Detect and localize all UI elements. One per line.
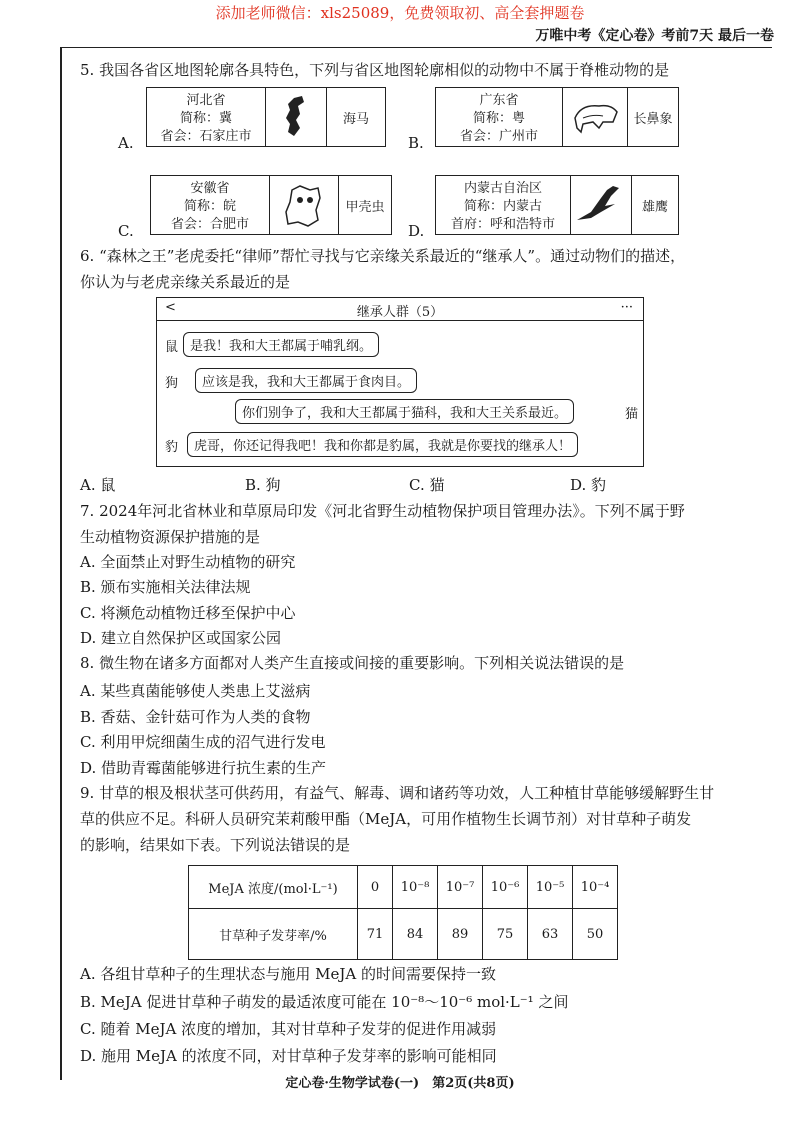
table-cell: 71 bbox=[358, 909, 393, 960]
q5-option-c-letter: C. bbox=[118, 222, 134, 240]
table-cell: 84 bbox=[393, 909, 438, 960]
margin-rule bbox=[60, 48, 62, 1080]
chat-bubble: 应该是我，我和大王都属于食肉目。 bbox=[195, 368, 417, 393]
q5-card-c bbox=[150, 175, 392, 235]
province-name: 安徽省 bbox=[190, 181, 230, 196]
back-icon[interactable]: < bbox=[165, 300, 176, 315]
q8-option-a: A. 某些真菌能够使人类患上艾滋病 bbox=[80, 682, 311, 700]
chat-header bbox=[157, 298, 643, 321]
speaker-leopard: 豹 bbox=[165, 440, 179, 455]
watermark: 添加老师微信：xls25089，免费领取初、高全套押题卷 bbox=[215, 4, 585, 22]
q9-stem-line1: 9. 甘草的根及根状茎可供药用，有益气、解毒、调和诸药等功效，人工种植甘草能够缓解野生甘 bbox=[80, 784, 715, 802]
province-name: 内蒙古自治区 bbox=[463, 181, 542, 196]
table-cell: 75 bbox=[483, 909, 528, 960]
animal-name: 长鼻象 bbox=[633, 111, 673, 127]
q5-card-d bbox=[435, 175, 679, 235]
q7-option-d: D. 建立自然保护区或国家公园 bbox=[80, 629, 282, 647]
q7-stem-line2: 生动植物资源保护措施的是 bbox=[80, 528, 261, 546]
q6-option-c: C. 猫 bbox=[409, 476, 445, 494]
province-abbr: 简称：粤 bbox=[472, 111, 525, 126]
speaker-mouse: 鼠 bbox=[165, 340, 179, 355]
meja-table bbox=[188, 865, 618, 960]
beetle-map-icon bbox=[270, 176, 339, 234]
province-capital: 首府：呼和浩特市 bbox=[450, 217, 555, 232]
table-row bbox=[189, 909, 618, 960]
q8-option-d: D. 借助青霉菌能够进行抗生素的生产 bbox=[80, 759, 327, 777]
q5-card-a bbox=[146, 87, 386, 147]
seahorse-map-icon bbox=[266, 88, 327, 146]
table-header-cell: 甘草种子发芽率/% bbox=[189, 909, 358, 960]
province-abbr: 简称：冀 bbox=[179, 111, 232, 126]
speaker-dog: 狗 bbox=[165, 376, 179, 391]
province-name: 广东省 bbox=[479, 93, 519, 108]
q5-stem: 5. 我国各省区地图轮廓各具特色，下列与省区地图轮廓相似的动物中不属于脊椎动物的是 bbox=[80, 61, 670, 79]
header-rule bbox=[60, 47, 772, 48]
q6-option-a: A. 鼠 bbox=[80, 476, 116, 494]
province-capital: 省会：广州市 bbox=[459, 129, 538, 144]
table-cell: 10⁻⁴ bbox=[573, 866, 618, 909]
q5-option-b-letter: B. bbox=[408, 134, 424, 152]
q7-option-b: B. 颁布实施相关法律法规 bbox=[80, 578, 251, 596]
chat-window bbox=[156, 297, 644, 467]
province-abbr: 简称：内蒙古 bbox=[463, 199, 542, 214]
q9-option-a: A. 各组甘草种子的生理状态与施用 MeJA 的时间需要保持一致 bbox=[80, 965, 496, 983]
table-cell: 63 bbox=[528, 909, 573, 960]
table-cell: 89 bbox=[438, 909, 483, 960]
q7-stem-line1: 7. 2024年河北省林业和草原局印发《河北省野生动植物保护项目管理办法》。下列不属于野 bbox=[80, 502, 685, 520]
q9-option-c: C. 随着 MeJA 浓度的增加，其对甘草种子发芽的促进作用减弱 bbox=[80, 1020, 497, 1038]
q9-stem-line2: 草的供应不足。科研人员研究茉莉酸甲酯（MeJA，可用作植物生长调节剂）对甘草种子萌发 bbox=[80, 810, 692, 828]
q9-stem-line3: 的影响，结果如下表。下列说法错误的是 bbox=[80, 836, 351, 854]
eagle-map-icon bbox=[571, 176, 632, 234]
table-cell: 10⁻⁷ bbox=[438, 866, 483, 909]
table-header-cell: MeJA 浓度/(mol·L⁻¹) bbox=[189, 866, 358, 909]
province-capital: 省会：合肥市 bbox=[170, 217, 249, 232]
chat-title: 继承人群（5） bbox=[356, 305, 444, 320]
q6-stem-line2: 你认为与老虎亲缘关系最近的是 bbox=[80, 273, 291, 291]
q9-option-b: B. MeJA 促进甘草种子萌发的最适浓度可能在 10⁻⁸～10⁻⁶ mol·L⁻¹ 之间 bbox=[80, 993, 569, 1011]
q5-option-d-letter: D. bbox=[408, 222, 425, 240]
animal-name: 海马 bbox=[342, 111, 369, 127]
page-header: 万唯中考《定心卷》考前7天 最后一卷 bbox=[535, 28, 774, 44]
more-icon[interactable]: ··· bbox=[620, 300, 633, 315]
animal-name: 雄鹰 bbox=[641, 199, 668, 215]
chat-bubble: 虎哥，你还记得我吧！我和你都是豹属，我就是你要找的继承人！ bbox=[187, 432, 578, 457]
table-cell: 0 bbox=[358, 866, 393, 909]
q5-card-b bbox=[435, 87, 679, 147]
q7-option-a: A. 全面禁止对野生动植物的研究 bbox=[80, 553, 296, 571]
q8-option-b: B. 香菇、金针菇可作为人类的食物 bbox=[80, 708, 311, 726]
q6-option-d: D. 豹 bbox=[570, 476, 607, 494]
province-abbr: 简称：皖 bbox=[183, 199, 236, 214]
q6-stem-line1: 6. “森林之王”老虎委托“律师”帮忙寻找与它亲缘关系最近的“继承人”。通过动物们的描述， bbox=[80, 247, 686, 265]
chat-bubble: 你们别争了，我和大王都属于猫科，我和大王关系最近。 bbox=[235, 399, 574, 424]
q8-stem: 8. 微生物在诸多方面都对人类产生直接或间接的重要影响。下列相关说法错误的是 bbox=[80, 654, 625, 672]
q8-option-c: C. 利用甲烷细菌生成的沼气进行发电 bbox=[80, 733, 326, 751]
page-footer: 定心卷·生物学试卷(一) 第2页(共8页) bbox=[285, 1076, 515, 1091]
q5-option-a-letter: A. bbox=[118, 134, 134, 152]
q6-option-b: B. 狗 bbox=[245, 476, 281, 494]
animal-name: 甲壳虫 bbox=[345, 199, 385, 215]
table-cell: 10⁻⁶ bbox=[483, 866, 528, 909]
elephant-map-icon bbox=[563, 88, 628, 146]
table-cell: 10⁻⁸ bbox=[393, 866, 438, 909]
table-cell: 10⁻⁵ bbox=[528, 866, 573, 909]
province-name: 河北省 bbox=[186, 93, 226, 108]
chat-bubble: 是我！我和大王都属于哺乳纲。 bbox=[183, 332, 379, 357]
province-capital: 省会：石家庄市 bbox=[160, 129, 252, 144]
table-row bbox=[189, 866, 618, 909]
speaker-cat: 猫 bbox=[625, 407, 639, 422]
table-cell: 50 bbox=[573, 909, 618, 960]
q9-option-d: D. 施用 MeJA 的浓度不同，对甘草种子发芽率的影响可能相同 bbox=[80, 1047, 497, 1065]
q7-option-c: C. 将濒危动植物迁移至保护中心 bbox=[80, 604, 296, 622]
